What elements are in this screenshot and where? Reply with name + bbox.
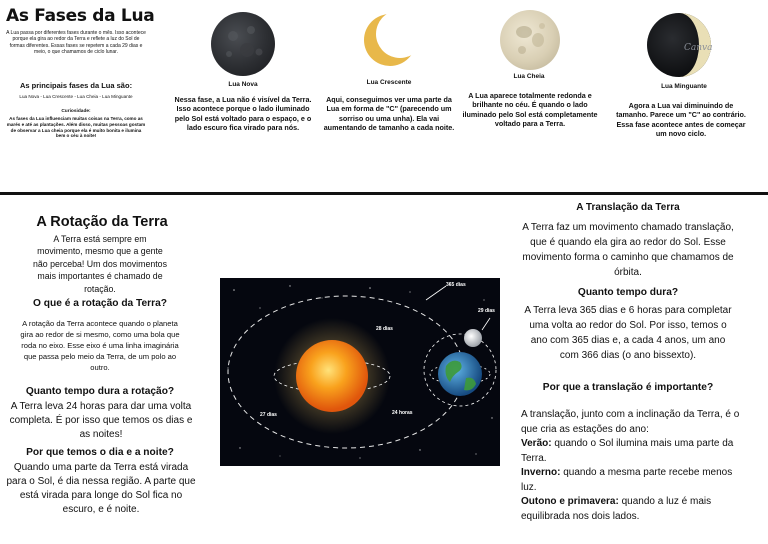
phase-desc-crescent: Aqui, conseguimos ver uma parte da Lua em forma de "C" (parecendo um sorriso ou uma unha). Ela vai aumentando de tamanho a cada noite. [323, 95, 455, 133]
label-27-days: 27 dias [260, 412, 277, 418]
rotation-answer-duration: A Terra leva 24 horas para dar uma volta completa. É por isso que temos os dias e as noites! [9, 401, 193, 440]
phase-desc-full-moon: A Lua aparece totalmente redonda e brilhante no céu. É quando o lado iluminado pelo Sol está completamente voltado para a Terra. [462, 91, 598, 129]
season-winter-label: Inverno: [521, 467, 561, 478]
label-29-days: 29 dias [478, 308, 495, 314]
main-phases-heading: As principais fases da Lua são: [19, 81, 133, 90]
phase-name-full-moon: Lua Cheia [513, 73, 545, 80]
rotation-answer-what: A rotação da Terra acontece quando o planeta gira ao redor de si mesmo, como uma bola que roda no eixo. Esse eixo é uma linha imaginária que passa pelo meio da Terra, de um polo ao outro. [20, 319, 180, 372]
page-title: As Fases da Lua [6, 6, 155, 26]
season-autumn-spring-label: Outono e primavera: [521, 496, 619, 507]
svg-text:Canva: Canva [684, 43, 712, 53]
rotation-intro: A Terra está sempre em movimento, mesmo que a gente não perceba! Um dos movimentos mais importantes é chamado de rotação. [33, 234, 167, 294]
rotation-heading: A Rotação da Terra [36, 214, 168, 230]
phase-name-waning: Lua Minguante [661, 83, 707, 90]
crescent-moon-image [360, 10, 420, 70]
rotation-question-duration: Quanto tempo dura a rotação? [25, 386, 175, 397]
label-365-days: 365 dias [446, 282, 466, 288]
label-24-hours: 24 horas [392, 410, 413, 416]
phase-desc-new-moon: Nessa fase, a Lua não é visível da Terra. Isso acontece porque o lado iluminado pelo Sol está voltado para o espaço, e o lado escuro fica virado para nós. [174, 95, 312, 133]
full-moon-image [500, 10, 560, 70]
translation-heading: A Translação da Terra [576, 202, 680, 213]
season-autumn-spring [521, 495, 749, 524]
section-divider [0, 192, 768, 195]
phase-desc-waning: Agora a Lua vai diminuindo de tamanho. Parece um "C" ao contrário. Essa fase acontece antes de começar um novo ciclo. [616, 101, 746, 139]
curiosity-text: As fases da Lua influenciam muitas coisas na Terra, como as marés e até as plantações. Além disso, muitas pessoas gostam de observar a Lua cheia porque ela é muito bonita e ilumina bem o céu à noite! [6, 116, 146, 139]
label-28-days: 28 dias [376, 326, 393, 332]
translation-answer-duration: A Terra leva 365 dias e 6 horas para completar uma volta ao redor do Sol. Por isso, temos o ano com 365 dias e, a cada 4 anos, um ano com 366 dias (o ano bissexto). [524, 305, 732, 361]
translation-seasons [521, 408, 749, 524]
phase-name-new-moon: Lua Nova [228, 81, 258, 88]
season-winter [521, 466, 749, 495]
rotation-answer-day-night: Quando uma parte da Terra está virada para o Sol, é dia nessa região. A parte que está virada para longe do Sol fica no escuro, e é noite. [6, 462, 196, 515]
season-winter-text: quando a mesma parte recebe menos luz. [521, 467, 733, 493]
translation-question-duration: Quanto tempo dura? [577, 287, 679, 298]
translation-intro: A Terra faz um movimento chamado translação, que é quando ela gira ao redor do Sol. Esse movimento forma o caminho que chamamos de órbita. [522, 222, 734, 278]
season-summer-label: Verão: [521, 438, 552, 449]
curiosity-heading: Curiosidade: [61, 109, 91, 114]
orbit-illustration [220, 278, 500, 466]
new-moon-image [211, 12, 275, 76]
phase-name-crescent: Lua Crescente [366, 79, 412, 86]
main-phases-list: Lua Nova - Lua Crescente - Lua Cheia - Lua Minguante [19, 94, 133, 99]
rotation-question-day-night: Por que temos o dia e a noite? [26, 447, 174, 458]
season-summer-text: quando o Sol ilumina mais uma parte da Terra. [521, 438, 734, 464]
translation-question-importance: Por que a translação é importante? [542, 382, 714, 393]
season-autumn-spring-text: quando a luz é mais equilibrada nos dois lados. [521, 496, 712, 522]
phases-intro: A Lua passa por diferentes fases durante o mês. Isso acontece porque ela gira ao redor da Terra e reflete a luz do Sol de formas diferentes. Essas fases se repetem a cada 29 dias e meio, o que chamamos de ciclo lunar. [6, 30, 146, 56]
season-summer [521, 437, 749, 466]
waning-moon-image [646, 12, 712, 78]
seasons-intro: A translação, junto com a inclinação da Terra, é o que cria as estações do ano: [521, 409, 740, 435]
rotation-question-what: O que é a rotação da Terra? [33, 298, 167, 309]
